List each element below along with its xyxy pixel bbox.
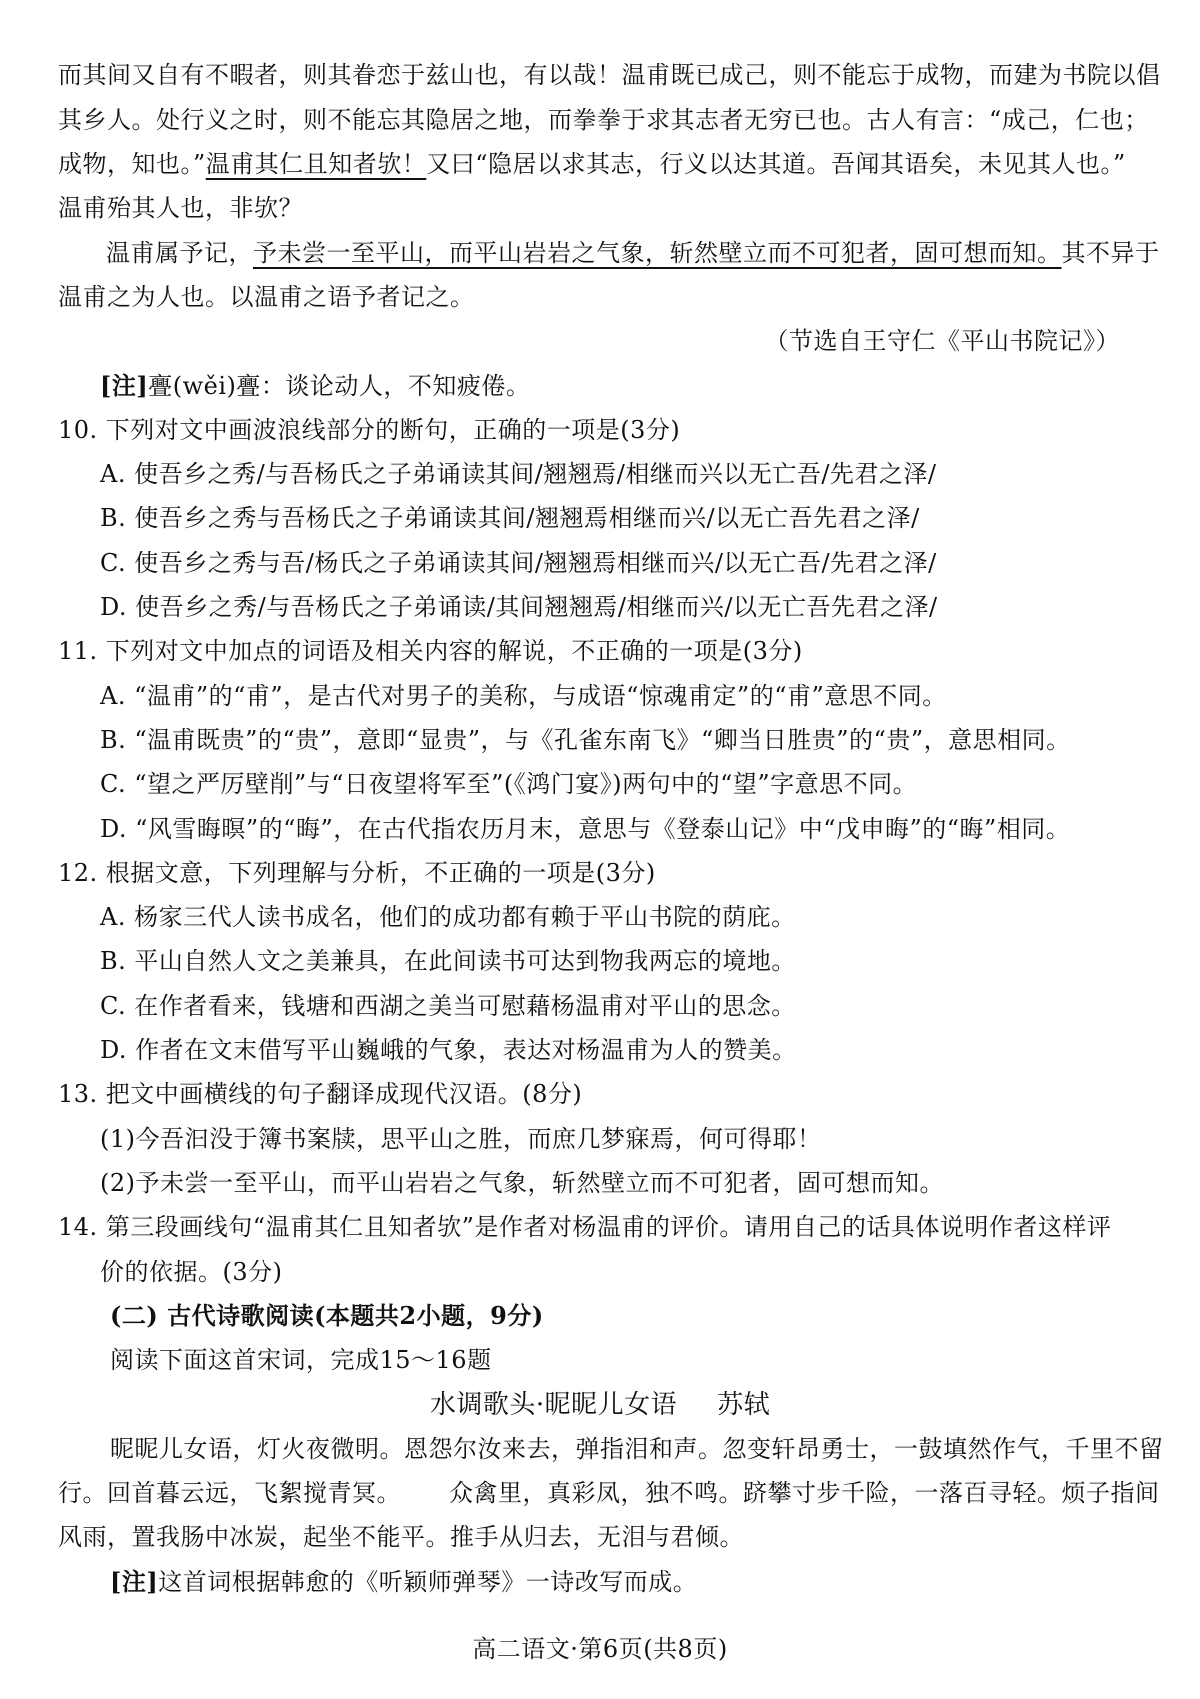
- passage-text: 而其间又自有不暇者，则其眷恋于兹山也，有以哉！温甫既已成己，则不能忘于成物，而建为书院以倡: [58, 61, 1161, 89]
- question-10-option-d: [100, 592, 1180, 622]
- underlined-sentence: 予未尝一至平山，而平山岩岩之气象，斩然壁立而不可犯者，固可想而知。: [253, 239, 1062, 267]
- passage-text: 成物，知也。”: [58, 150, 206, 178]
- passage-text: 又曰“隐居以求其志，行义以达其道。吾闻其语矣，未见其人也。”: [426, 150, 1126, 178]
- question-11-stem: [58, 636, 1178, 666]
- poem-text: 行。回首暮云远，飞絮搅青冥。: [58, 1479, 401, 1507]
- section-heading: [110, 1301, 1170, 1331]
- option-text: B. “温甫既贵”的“贵”，意即“显贵”，与《孔雀东南飞》“卿当日胜贵”的“贵”，意思相同。: [100, 726, 1071, 754]
- option-text: A. 使吾乡之秀/与吾杨氏之子弟诵读其间/翘翘焉/相继而兴以无亡吾/先君之泽/: [100, 460, 937, 488]
- poem-text: 众禽里，真彩凤，独不鸣。跻攀寸步千险，一落百寻轻。烦子指间: [449, 1479, 1160, 1507]
- passage-line: [106, 238, 1186, 268]
- passage-text: 温甫之为人也。以温甫之语予者记之。: [58, 283, 475, 311]
- underlined-sentence: 温甫其仁且知者欤！: [205, 150, 427, 178]
- option-text: B. 使吾乡之秀与吾杨氏之子弟诵读其间/翘翘焉相继而兴/以无亡吾先君之泽/: [100, 504, 920, 532]
- note-label: [注]: [110, 1567, 159, 1596]
- sentence-text: (1)今吾汩没于簿书案牍，思平山之胜，而庶几梦寐焉，何可得耶！: [100, 1125, 822, 1153]
- passage-note: [100, 371, 1180, 401]
- passage-text: 温甫殆其人也，非欤？: [58, 194, 303, 222]
- question-text: 14. 第三段画线句“温甫其仁且知者欤”是作者对杨温甫的评价。请用自己的话具体说明作者这样评: [58, 1213, 1112, 1241]
- question-12-stem: [58, 858, 1178, 888]
- question-10-stem: [58, 415, 1178, 445]
- option-text: C. 使吾乡之秀与吾/杨氏之子弟诵读其间/翘翘焉相继而兴/以无亡吾/先君之泽/: [100, 549, 937, 577]
- instruction-text: 阅读下面这首宋词，完成15～16题: [110, 1346, 492, 1374]
- question-10-option-a: [100, 459, 1180, 489]
- question-14-stem: [58, 1212, 1178, 1242]
- option-text: C. 在作者看来，钱塘和西湖之美当可慰藉杨温甫对平山的思念。: [100, 992, 796, 1020]
- option-text: D. 使吾乡之秀/与吾杨氏之子弟诵读/其间翘翘焉/相继而兴/以无亡吾先君之泽/: [100, 593, 938, 621]
- question-13-sentence-2: [100, 1168, 1180, 1198]
- question-text: 11. 下列对文中加点的词语及相关内容的解说，不正确的一项是(3分): [58, 637, 803, 665]
- passage-text: 其不异于: [1061, 239, 1160, 267]
- question-11-option-d: [100, 814, 1180, 844]
- question-text: 10. 下列对文中画波浪线部分的断句，正确的一项是(3分): [58, 416, 681, 444]
- question-13-stem: [58, 1079, 1178, 1109]
- note-label: [注]: [100, 371, 149, 400]
- question-12-option-b: [100, 946, 1180, 976]
- question-text: 12. 根据文意，下列理解与分析，不正确的一项是(3分): [58, 859, 656, 887]
- question-14-stem-cont: [100, 1257, 1180, 1287]
- passage-line: [58, 282, 1178, 312]
- passage-text: 温甫属予记，: [106, 239, 253, 267]
- option-text: D. “风雪晦暝”的“晦”，在古代指农历月末，意思与《登泰山记》中“戊申晦”的“晦”相同。: [100, 815, 1071, 843]
- poem-line: [58, 1522, 1178, 1552]
- question-11-option-c: [100, 769, 1180, 799]
- question-13-sentence-1: [100, 1124, 1180, 1154]
- source-citation: [0, 326, 1120, 356]
- poem-text: 昵昵儿女语，灯火夜微明。恩怨尔汝来去，弹指泪和声。忽变轩昂勇士，一鼓填然作气，千里不留: [110, 1435, 1164, 1463]
- poem-author: 苏轼: [717, 1390, 771, 1420]
- passage-text: 其乡人。处行义之时，则不能忘其隐居之地，而拳拳于求其志者无穷已也。古人有言：“成己，仁也；: [58, 106, 1149, 134]
- page-footer: [0, 1634, 1200, 1664]
- poem-text: 风雨，置我肠中冰炭，起坐不能平。推手从归去，无泪与君倾。: [58, 1523, 744, 1551]
- question-10-option-b: [100, 503, 1180, 533]
- passage-line: [58, 105, 1178, 135]
- passage-line: [58, 149, 1178, 179]
- option-text: D. 作者在文末借写平山巍峨的气象，表达对杨温甫为人的赞美。: [100, 1036, 797, 1064]
- note-text: 亹(wěi)亹：谈论动人，不知疲倦。: [148, 372, 531, 400]
- question-11-option-b: [100, 725, 1180, 755]
- option-text: C. “望之严厉壁削”与“日夜望将军至”(《鸿门宴》)两句中的“望”字意思不同。: [100, 770, 918, 798]
- source-text: （节选自王守仁《平山书院记》）: [764, 327, 1120, 355]
- question-12-option-a: [100, 902, 1180, 932]
- poem-title-text: 水调歌头·昵昵儿女语: [429, 1390, 678, 1420]
- poem-line: [110, 1434, 1180, 1464]
- sentence-text: (2)予未尝一至平山，而平山岩岩之气象，斩然壁立而不可犯者，固可想而知。: [100, 1169, 944, 1197]
- page-number: 高二语文·第6页(共8页): [472, 1635, 728, 1663]
- question-11-option-a: [100, 681, 1180, 711]
- question-text: 价的依据。(3分): [100, 1258, 283, 1286]
- passage-line: [58, 193, 1178, 223]
- poem-title: [0, 1390, 1200, 1420]
- section-heading-text: (二) 古代诗歌阅读(本题共2小题，9分): [110, 1301, 544, 1330]
- question-text: 13. 把文中画横线的句子翻译成现代汉语。(8分): [58, 1080, 583, 1108]
- option-text: B. 平山自然人文之美兼具，在此间读书可达到物我两忘的境地。: [100, 947, 796, 975]
- passage-line: [58, 60, 1178, 90]
- option-text: A. “温甫”的“甫”，是古代对男子的美称，与成语“惊魂甫定”的“甫”意思不同。: [100, 682, 947, 710]
- option-text: A. 杨家三代人读书成名，他们的成功都有赖于平山书院的荫庇。: [100, 903, 796, 931]
- question-12-option-d: [100, 1035, 1180, 1065]
- section-instruction: [110, 1345, 1170, 1375]
- poem-line: [58, 1478, 1178, 1508]
- question-12-option-c: [100, 991, 1180, 1021]
- poem-note: [110, 1567, 1180, 1597]
- note-text: 这首词根据韩愈的《听颖师弹琴》一诗改写而成。: [158, 1568, 698, 1596]
- question-10-option-c: [100, 548, 1180, 578]
